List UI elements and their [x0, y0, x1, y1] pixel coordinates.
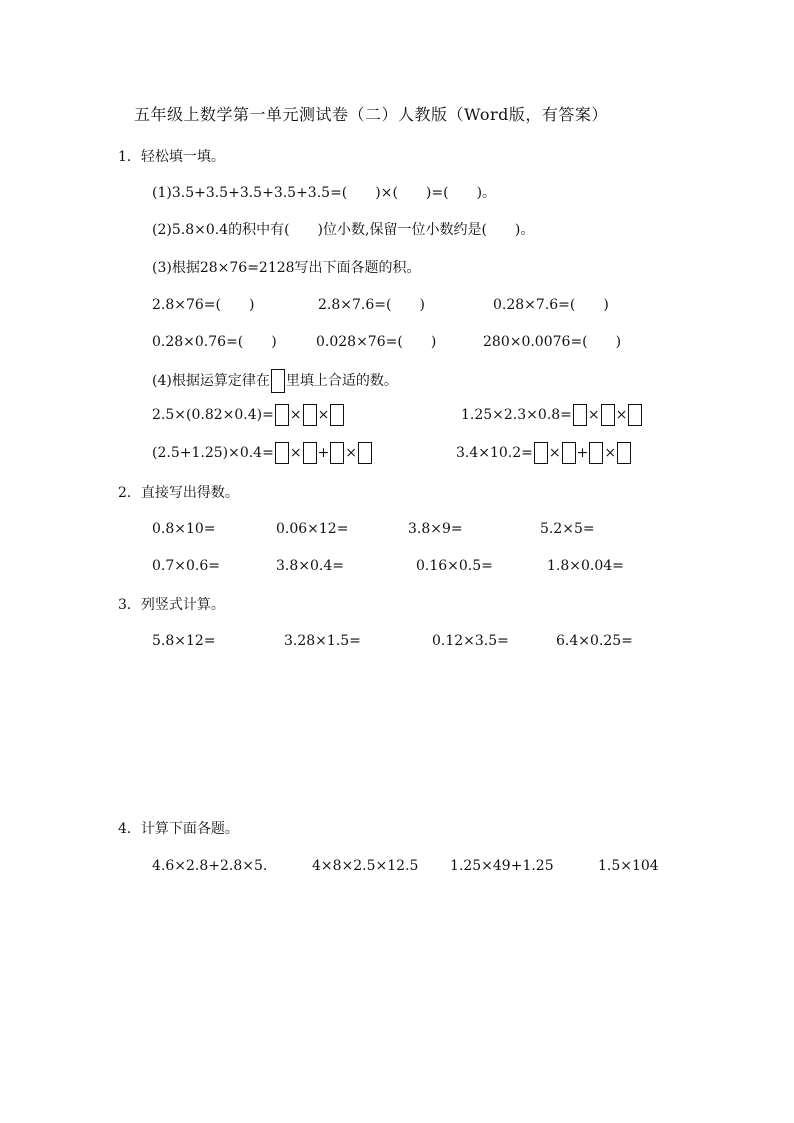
q4-item-c [152, 442, 373, 464]
answer-box[interactable] [589, 442, 603, 464]
answer-box[interactable] [330, 404, 344, 426]
s3-item-4: 6.4×0.25= [556, 633, 633, 649]
page-title: 五年级上数学第一单元测试卷（二）人教版（Word版，有答案） [134, 105, 608, 124]
times-sign: × [289, 445, 302, 461]
times-sign: × [345, 445, 358, 461]
answer-box[interactable] [275, 442, 289, 464]
q3-item-4: 0.28×0.76=( ) [152, 334, 277, 350]
s2-item-4: 5.2×5= [540, 521, 595, 537]
times-sign: × [289, 407, 302, 423]
q3-item-5: 0.028×76=( ) [316, 334, 437, 350]
question-1-3: (3)根据28×76=2128写出下面各题的积。 [152, 260, 421, 276]
s4-item-2: 4×8×2.5×12.5 [312, 858, 419, 874]
plus-sign: + [576, 445, 589, 461]
times-sign: × [548, 445, 561, 461]
s2-item-2: 0.06×12= [276, 521, 349, 537]
answer-box[interactable] [358, 442, 372, 464]
q3-item-6: 280×0.0076=( ) [483, 334, 622, 350]
answer-box[interactable] [601, 404, 615, 426]
section-1-heading: 1．轻松填一填。 [118, 149, 225, 165]
s4-item-4: 1.5×104 [598, 858, 659, 874]
answer-box[interactable] [534, 442, 548, 464]
question-1-2: (2)5.8×0.4的积中有( )位小数,保留一位小数约是( )。 [152, 222, 535, 238]
q4-item-d [456, 442, 632, 464]
times-sign: × [615, 407, 628, 423]
q4-c-prefix: (2.5+1.25)×0.4= [152, 445, 274, 461]
section-3-heading: 3．列竖式计算。 [118, 597, 225, 613]
s2-item-6: 3.8×0.4= [276, 558, 344, 574]
s2-item-7: 0.16×0.5= [416, 558, 493, 574]
q3-item-1: 2.8×76=( ) [152, 297, 255, 313]
q3-item-2: 2.8×7.6=( ) [318, 297, 425, 313]
times-sign: × [604, 445, 617, 461]
plus-sign: + [317, 445, 330, 461]
answer-box[interactable] [303, 404, 317, 426]
section-2-heading: 2．直接写出得数。 [118, 485, 239, 501]
s2-item-1: 0.8×10= [152, 521, 216, 537]
q4-instruction-after: 里填上合适的数。 [285, 373, 398, 389]
answer-box[interactable] [562, 442, 576, 464]
s3-item-1: 5.8×12= [152, 633, 216, 649]
q4-b-prefix: 1.25×2.3×0.8= [461, 407, 572, 423]
s3-item-3: 0.12×3.5= [432, 633, 509, 649]
s2-item-3: 3.8×9= [408, 521, 463, 537]
answer-box[interactable] [275, 404, 289, 426]
q4-instruction-before: (4)根据运算定律在 [152, 373, 270, 389]
section-4-heading: 4．计算下面各题。 [118, 821, 239, 837]
question-1-4 [152, 369, 398, 393]
q4-a-prefix: 2.5×(0.82×0.4)= [152, 407, 274, 423]
s4-item-3: 1.25×49+1.25 [450, 858, 554, 874]
answer-box[interactable] [628, 404, 642, 426]
s2-item-8: 1.8×0.04= [547, 558, 624, 574]
q3-item-3: 0.28×7.6=( ) [493, 297, 609, 313]
answer-box[interactable] [271, 369, 285, 393]
q4-d-prefix: 3.4×10.2= [456, 445, 533, 461]
answer-box[interactable] [573, 404, 587, 426]
q4-item-a [152, 404, 345, 426]
q4-item-b [461, 404, 643, 426]
times-sign: × [587, 407, 600, 423]
answer-box[interactable] [330, 442, 344, 464]
answer-box[interactable] [303, 442, 317, 464]
times-sign: × [317, 407, 330, 423]
s3-item-2: 3.28×1.5= [284, 633, 361, 649]
answer-box[interactable] [617, 442, 631, 464]
s2-item-5: 0.7×0.6= [152, 558, 220, 574]
question-1-1: (1)3.5+3.5+3.5+3.5+3.5=( )×( )=( )。 [152, 185, 497, 201]
s4-item-1: 4.6×2.8+2.8×5. [152, 858, 268, 874]
